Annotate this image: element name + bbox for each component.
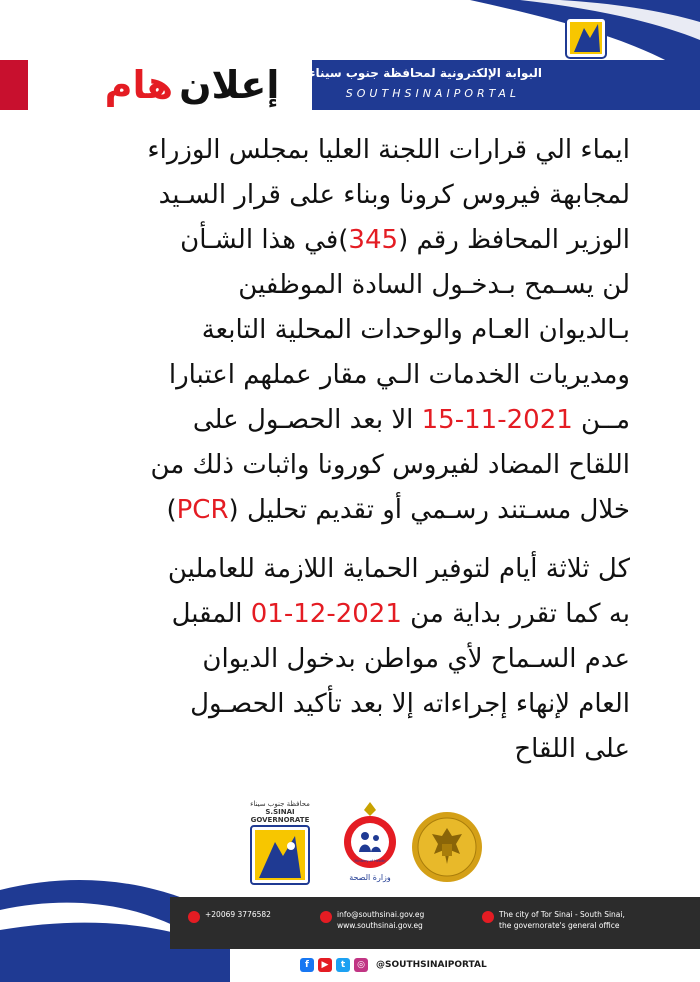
header-red-accent: [0, 60, 28, 110]
second-date: 2021-12-01: [250, 599, 402, 629]
body-line: خلال مسـتند رسـمي أو تقديم تحليل (PCR): [166, 495, 630, 525]
body-line: لمجابهة فيروس كرونا وبناء على قرار السـيد: [158, 180, 630, 210]
body-line: الوزير المحافظ رقم (345)في هذا الشـأن: [180, 225, 630, 255]
facebook-icon[interactable]: f: [300, 958, 314, 972]
portal-banner: [309, 60, 700, 110]
announcement-title: [72, 60, 312, 110]
footer-phone[interactable]: +20069 3776582: [188, 909, 271, 923]
body-line: لن يسـمح بـدخـول السادة الموظفين: [238, 270, 630, 300]
header-bar: [0, 60, 700, 110]
start-date: 2021-11-15: [421, 405, 573, 435]
logos-row: [240, 800, 500, 890]
email-icon: [320, 911, 332, 923]
body-line: ومديريات الخدمات الـي مقار عملهم اعتبارا: [168, 360, 630, 390]
decree-number: 345: [348, 225, 399, 255]
youtube-icon[interactable]: ▶: [318, 958, 332, 972]
body-line: اللقاح المضاد لفيروس كورونا واثبات ذلك من: [150, 450, 630, 480]
portal-name-arabic: البوابة الإلكترونية لمحافظة جنوب سيناء: [309, 66, 542, 80]
social-handle[interactable]: @SOUTHSINAIPORTAL: [376, 960, 487, 970]
phone-icon: [188, 911, 200, 923]
ministry-of-health-logo: [340, 800, 400, 886]
egypt-eagle-seal: [410, 810, 484, 884]
announcement-body: [70, 128, 630, 772]
body-line: ايماء الي قرارات اللجنة العليا بمجلس الوزراء: [147, 135, 630, 165]
footer-email[interactable]: [320, 909, 424, 931]
governorate-logo-top: [560, 8, 612, 60]
title-word-important: هام: [104, 63, 174, 107]
website-url: www.southsinai.gov.eg: [337, 921, 423, 930]
portal-name-english: SOUTHSINAIPORTAL: [345, 87, 520, 100]
footer-contact-bar: [170, 897, 700, 949]
svg-text:Ministry of Health: Ministry of Health: [354, 859, 386, 863]
twitter-icon[interactable]: t: [336, 958, 350, 972]
footer-address: The city of Tor Sinai - South Sinai, the governorate's general office: [482, 909, 625, 931]
body-line: به كما تقرر بداية من 2021-12-01 المقبل: [171, 599, 630, 629]
title-word-announcement: إعلان: [179, 63, 280, 107]
svg-text:وزارة الصحة: وزارة الصحة: [349, 873, 391, 882]
body-line: كل ثلاثة أيام لتوفير الحماية اللازمة للعاملين: [167, 554, 630, 584]
instagram-icon[interactable]: ◎: [354, 958, 368, 972]
social-links: [300, 958, 487, 972]
body-line: مــن 2021-11-15 الا بعد الحصـول على: [192, 405, 630, 435]
body-line: عدم السـماح لأي مواطن بدخول الديوان: [202, 644, 630, 674]
pcr-text: PCR: [176, 495, 229, 525]
email-address: info@southsinai.gov.eg: [337, 910, 425, 919]
location-pin-icon: [482, 911, 494, 923]
body-line: بـالديوان العـام والوحدات المحلية التابعة: [201, 315, 630, 345]
south-sinai-logo: محافظة جنوب سيناء S.SINAI GOVERNORATE: [245, 800, 315, 886]
body-line: العام لإنهاء إجراءاته إلا بعد تأكيد الحصـول: [190, 689, 630, 719]
body-line: على اللقاح: [514, 734, 630, 764]
